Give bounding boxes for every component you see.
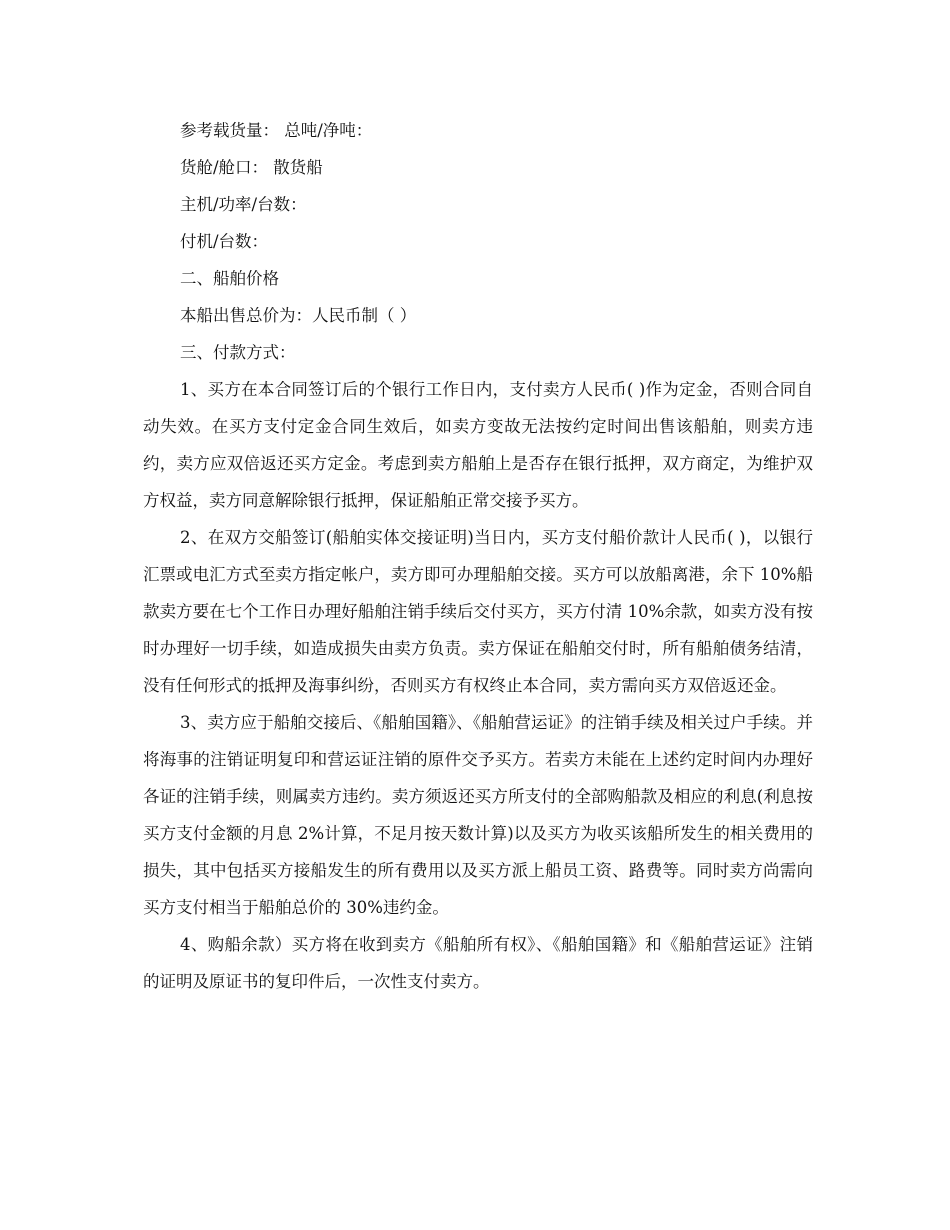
auxiliary-engine-line: 付机/台数： (180, 232, 269, 251)
payment-clause-3: 3、卖方应于船舶交接后、《船舶国籍》、《船舶营运证》的注销手续及相关过户手续。并将海事的注销证明复印和营运证注销的原件交予买方。若卖方未能在上述约定时间内办理好各证的注销手续，则属卖方违约。卖方须返还买方所支付的全部购船款及相应的利息(利息按买方支付金额的月息 2%计算，不足月按天数计算)以及买方为收买该船所发生的相关费用的损失，其中包括买方接船发生的所有费用以及买方派上船员工资、路费等。同时卖方尚需向买方支付相当于船舶总价的 30%违约金。 (143, 713, 813, 917)
reference-tonnage-line: 参考载货量： 总吨/净吨： (180, 121, 373, 140)
payment-clause-1: 1、买方在本合同签订后的个银行工作日内，支付卖方人民币( )作为定金，否则合同自动失效。在买方支付定金合同生效后，如卖方变故无法按约定时间出售该船舶，则卖方违约，卖方应双倍返还买方定金。考虑到卖方船舶上是否存在银行抵押，双方商定，为维护双方权益，卖方同意解除银行抵押，保证船舶正常交接予买方。 (143, 380, 813, 510)
payment-clauses (143, 371, 813, 1000)
total-price-line: 本船出售总价为：人民币制（ ） (180, 306, 417, 325)
section-heading-payment: 三、付款方式： (180, 343, 296, 362)
document-page (143, 112, 813, 1000)
section-heading-price: 二、船舶价格 (180, 269, 279, 288)
cargo-hold-line: 货舱/舱口： 散货船 (180, 158, 323, 177)
payment-clause-4: 4、购船余款）买方将在收到卖方《船舶所有权》、《船舶国籍》和《船舶营运证》注销的证明及原证书的复印件后，一次性支付卖方。 (143, 935, 813, 991)
main-engine-line: 主机/功率/台数： (180, 195, 307, 214)
payment-clause-2: 2、在双方交船签订(船舶实体交接证明)当日内，买方支付船价款计人民币( )，以银行汇票或电汇方式至卖方指定帐户，卖方即可办理船舶交接。买方可以放船离港，余下 10%船款卖方要在七个工作日办理好船舶注销手续后交付买方，买方付清 10%余款，如卖方没有按时办理好一切手续，如造成损失由卖方负责。卖方保证在船舶交付时，所有船舶债务结清，没有任何形式的抵押及海事纠纷，否则买方有权终止本合同，卖方需向买方双倍返还金。 (143, 528, 813, 695)
